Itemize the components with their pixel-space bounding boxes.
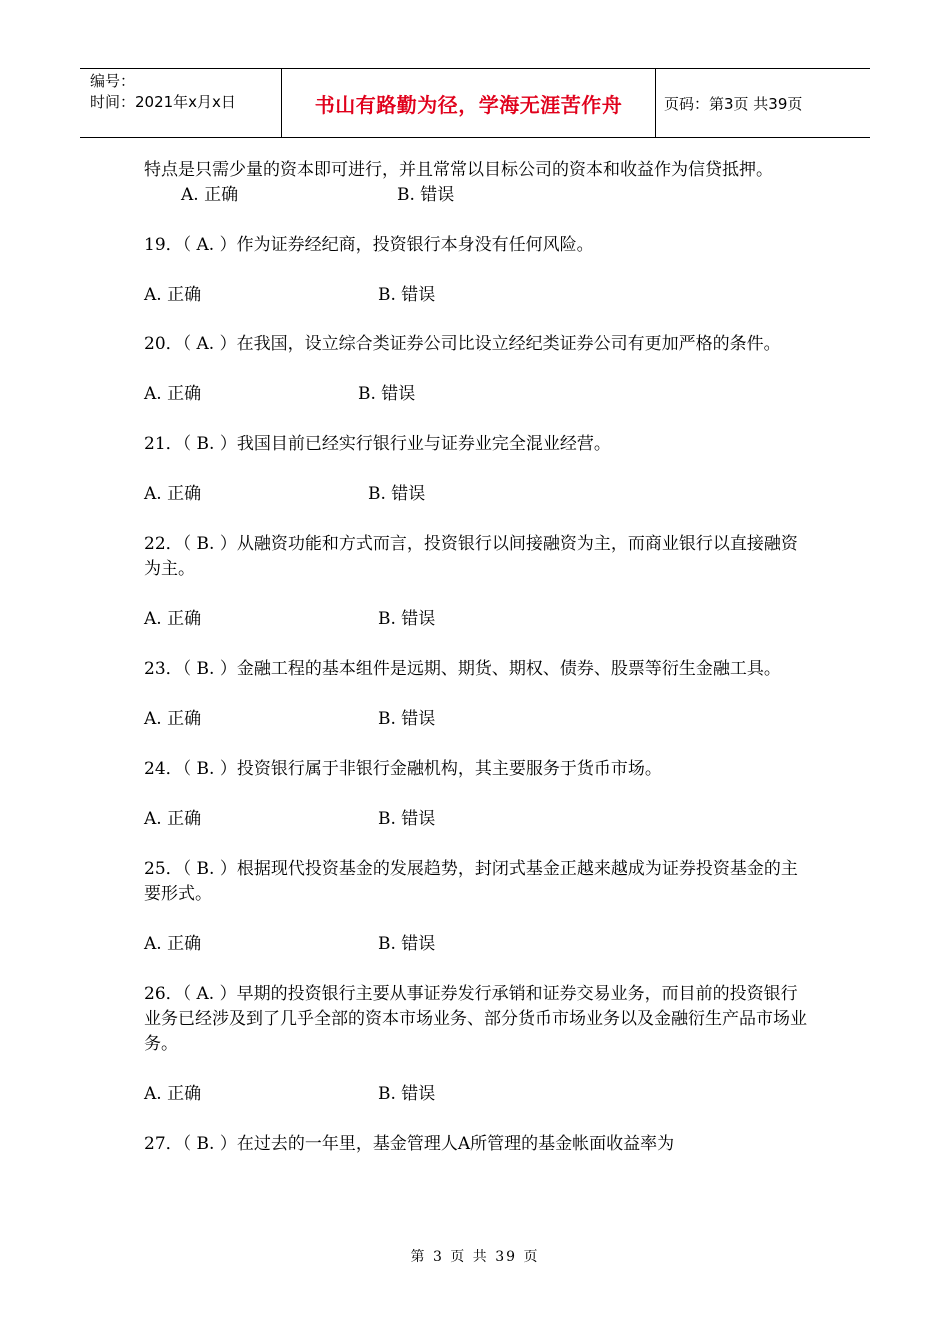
page-header [80, 68, 870, 138]
continued-question-text: 特点是只需少量的资本即可进行，并且常常以目标公司的资本和收益作为信贷抵押。 [144, 160, 773, 180]
question-19: 19．（ A. ）作为证券经纪商，投资银行本身没有任何风险。 [144, 235, 594, 255]
document-number-label: 编号： [90, 72, 136, 90]
answer-options [144, 482, 812, 507]
option-a: A. 正确 [144, 484, 202, 504]
question-27: 27．（ B. ）在过去的一年里，基金管理人A所管理的基金帐面收益率为 [144, 1134, 675, 1154]
option-b: B. 错误 [378, 709, 436, 729]
page-footer: 第 3 页 共 39 页 [410, 1249, 540, 1265]
answer-options [144, 1082, 812, 1107]
document-date: 时间：2021年x月x日 [90, 93, 236, 111]
question-26: 26．（ A. ）早期的投资银行主要从事证券发行承销和证券交易业务，而目前的投资银行业务已经涉及到了几乎全部的资本市场业务、部分货币市场业务以及金融衍生产品市场业务。 [144, 984, 807, 1054]
header-meta [80, 69, 282, 137]
question-25: 25．（ B. ）根据现代投资基金的发展趋势，封闭式基金正越来越成为证券投资基金的主要形式。 [144, 859, 798, 904]
option-a: A. 正确 [144, 384, 202, 404]
option-a: A. 正确 [144, 709, 202, 729]
question-22: 22．（ B. ）从融资功能和方式而言，投资银行以间接融资为主，而商业银行以直接融资为主。 [144, 534, 798, 579]
answer-options [144, 183, 812, 208]
option-b: B. 错误 [378, 934, 436, 954]
header-motto-cell [282, 69, 656, 137]
document-body [144, 158, 812, 1157]
answer-options [144, 707, 812, 732]
answer-options [144, 283, 812, 308]
option-b: B. 错误 [378, 1084, 436, 1104]
option-b: B. 错误 [378, 809, 436, 829]
option-b: B. 错误 [368, 484, 426, 504]
option-b: B. 错误 [378, 285, 436, 305]
option-b: B. 错误 [397, 185, 455, 205]
option-a: A. 正确 [144, 809, 202, 829]
header-motto: 书山有路勤为径，学海无涯苦作舟 [314, 92, 623, 117]
option-b: B. 错误 [378, 609, 436, 629]
option-b: B. 错误 [358, 384, 416, 404]
answer-options [144, 382, 812, 407]
option-a: A. 正确 [144, 285, 202, 305]
option-a: A. 正确 [144, 609, 202, 629]
answer-options [144, 607, 812, 632]
option-a: A. 正确 [181, 185, 239, 205]
answer-options [144, 807, 812, 832]
option-a: A. 正确 [144, 1084, 202, 1104]
question-24: 24．（ B. ）投资银行属于非银行金融机构，其主要服务于货币市场。 [144, 759, 662, 779]
question-20: 20．（ A. ）在我国，设立综合类证券公司比设立经纪类证券公司有更加严格的条件。 [144, 334, 781, 354]
question-23: 23．（ B. ）金融工程的基本组件是远期、期货、期权、债券、股票等衍生金融工具。 [144, 659, 781, 679]
answer-options [144, 932, 812, 957]
question-21: 21．（ B. ）我国目前已经实行银行业与证券业完全混业经营。 [144, 434, 611, 454]
header-page-info: 页码：第3页 共39页 [664, 94, 803, 113]
option-a: A. 正确 [144, 934, 202, 954]
